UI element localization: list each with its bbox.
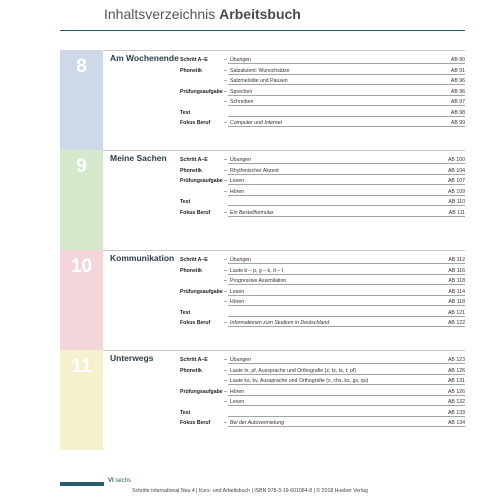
unit-title: Meine Sachen xyxy=(110,153,167,163)
toc-row-page: AB 98 xyxy=(450,109,465,116)
toc-row-item: Informationen zum Studium in Deutschland xyxy=(230,320,330,326)
toc-row-category: Prüfungsaufgabe xyxy=(180,88,223,95)
toc-row-item: Progressive Assimilation xyxy=(230,278,287,284)
footer-page-number xyxy=(108,478,131,484)
toc-row-item: Übungen xyxy=(230,357,252,363)
toc-row-item: Laute ts, pf, Aussprache und Orthografie (z, tz, ts, t; pf) xyxy=(230,367,357,374)
toc-row-page: AB 122 xyxy=(447,320,465,326)
toc-row-dash: – xyxy=(224,67,227,74)
toc-row-page: AB 132 xyxy=(447,399,465,405)
toc-row-page: AB 107 xyxy=(447,178,465,184)
unit-number: 8 xyxy=(76,56,87,77)
toc-row[interactable] xyxy=(180,66,465,76)
toc-row-dash: – xyxy=(224,57,227,63)
toc-row-category: Schritt A–E xyxy=(180,157,208,163)
unit-10 xyxy=(60,250,465,350)
unit-number: 9 xyxy=(76,156,87,177)
toc-row-dash: – xyxy=(224,399,227,405)
toc-row-page: AB 118 xyxy=(448,299,465,305)
toc-row[interactable] xyxy=(180,397,465,407)
toc-row-category: Phonetik xyxy=(180,67,202,74)
toc-row-dash: – xyxy=(224,420,227,426)
toc-row-category: Fokus Beruf xyxy=(180,120,211,126)
unit-9 xyxy=(60,150,465,250)
page-number-word: sechs xyxy=(115,478,132,484)
toc-row-dash: – xyxy=(224,157,227,163)
toc-row-item: Rhythmischer Akzent xyxy=(230,167,279,174)
toc-row-category: Test xyxy=(180,109,191,116)
toc-row[interactable] xyxy=(180,187,465,197)
toc-row-category: Test xyxy=(180,409,191,416)
toc-row[interactable] xyxy=(180,308,465,318)
toc-row[interactable] xyxy=(180,97,465,107)
toc-row[interactable] xyxy=(180,355,465,365)
toc-row[interactable] xyxy=(180,118,465,128)
toc-row-dash: – xyxy=(224,378,227,384)
page-title xyxy=(104,6,301,22)
toc-row-page: AB 96 xyxy=(450,88,465,95)
toc-row-category: Fokus Beruf xyxy=(180,320,211,326)
toc-row-item: Lesen xyxy=(230,288,245,295)
toc-row-dash: – xyxy=(224,178,227,184)
toc-row-item: Übungen xyxy=(230,157,252,163)
toc-row-category: Prüfungsaufgabe xyxy=(180,388,223,395)
unit-11 xyxy=(60,350,465,450)
toc-row[interactable] xyxy=(180,418,465,428)
unit-number: 11 xyxy=(71,356,92,377)
footer-credit: Schritte international Neu 4 | Kurs- und Arbeitsbuch | ISBN 978-3-19-601084-8 | © 2018 Hueber Verlag xyxy=(132,488,368,494)
toc-row[interactable] xyxy=(180,376,465,386)
toc-row-page: AB 90 xyxy=(450,57,465,63)
toc-row-dash: – xyxy=(224,320,227,326)
toc-row[interactable] xyxy=(180,176,465,186)
toc-row-dash: – xyxy=(224,357,227,363)
page-number-roman: VI xyxy=(108,478,114,484)
footer-accent-bar xyxy=(60,482,104,486)
toc-row-page: AB 123 xyxy=(447,357,465,363)
toc-row-item: Satzakzent: Wunschsätze xyxy=(230,67,290,74)
toc-row-item: Ein Bestellformular xyxy=(230,209,274,216)
toc-row-category: Test xyxy=(180,199,191,205)
toc-row-page: AB 100 xyxy=(447,157,465,163)
toc-row-page: AB 121 xyxy=(447,309,465,316)
toc-row-category: Schritt A–E xyxy=(180,57,208,63)
toc-row-dash: – xyxy=(224,267,227,274)
toc-row-dash: – xyxy=(224,167,227,174)
toc-row-item: Schreiben xyxy=(230,99,254,105)
toc-row-item: Hören xyxy=(230,388,245,395)
toc-row[interactable] xyxy=(180,155,465,165)
toc-row-item: Lesen xyxy=(230,399,245,405)
toc-row[interactable] xyxy=(180,55,465,65)
toc-row-dash: – xyxy=(224,188,227,195)
toc-row[interactable] xyxy=(180,287,465,297)
title-divider xyxy=(60,30,465,31)
toc-row[interactable] xyxy=(180,87,465,97)
toc-row-dash: – xyxy=(224,367,227,374)
toc-row-page: AB 116 xyxy=(448,267,465,274)
toc-row-category: Phonetik xyxy=(180,167,202,174)
toc-row-page: AB 97 xyxy=(450,99,465,105)
toc-row-item: Hören xyxy=(230,188,245,195)
unit-title: Unterwegs xyxy=(110,353,154,363)
toc-row-page: AB 112 xyxy=(448,257,465,263)
toc-row-page: AB 118 xyxy=(448,278,465,284)
toc-row-dash: – xyxy=(224,257,227,263)
toc-row-dash: – xyxy=(224,388,227,395)
unit-divider xyxy=(103,250,465,251)
toc-row-category: Fokus Beruf xyxy=(180,420,211,426)
toc-row[interactable] xyxy=(180,255,465,265)
toc-row-dash: – xyxy=(224,88,227,95)
toc-row-category: Prüfungsaufgabe xyxy=(180,288,223,295)
toc-row[interactable] xyxy=(180,266,465,276)
toc-row-category: Test xyxy=(180,309,191,316)
toc-row-page: AB 133 xyxy=(447,409,465,416)
unit-title: Kommunikation xyxy=(110,253,175,263)
toc-row-category: Phonetik xyxy=(180,267,202,274)
toc-row[interactable] xyxy=(180,76,465,86)
toc-row-page: AB 131 xyxy=(447,378,465,384)
unit-divider xyxy=(103,150,465,151)
toc-row-category: Schritt A–E xyxy=(180,257,208,263)
toc-row-dash: – xyxy=(224,278,227,284)
page-title-bold: Arbeitsbuch xyxy=(219,6,301,22)
toc-row-item: Computer und Internet xyxy=(230,120,282,126)
toc-row-category: Fokus Beruf xyxy=(180,209,211,216)
toc-row-page: AB 110 xyxy=(448,199,465,205)
toc-row[interactable] xyxy=(180,166,465,176)
toc-row-page: AB 104 xyxy=(447,167,465,174)
toc-row-item: Bei der Autovermietung xyxy=(230,420,285,426)
toc-row[interactable] xyxy=(180,297,465,307)
toc-row-item: Übungen xyxy=(230,257,252,263)
toc-row-dash: – xyxy=(224,120,227,126)
toc-row-page: AB 109 xyxy=(447,188,465,195)
toc-row-category: Phonetik xyxy=(180,367,202,374)
unit-divider xyxy=(103,50,465,51)
toc-row-page: AB 91 xyxy=(450,67,465,74)
unit-divider xyxy=(103,350,465,351)
toc-row-page: AB 96 xyxy=(450,78,465,84)
toc-row[interactable] xyxy=(180,208,465,218)
toc-row-item: Hören xyxy=(230,299,245,305)
unit-8 xyxy=(60,50,465,150)
toc-row-dash: – xyxy=(224,99,227,105)
toc-row[interactable] xyxy=(180,197,465,207)
unit-number: 10 xyxy=(70,256,93,277)
page-title-light: Inhaltsverzeichnis xyxy=(104,6,216,22)
toc-row-page: AB 99 xyxy=(450,120,465,126)
toc-row-item: Laute ks, kv, Aussprache und Orthografie (x, chs, ks, gs, qu) xyxy=(230,378,369,384)
toc-row-page: AB 126 xyxy=(447,367,465,374)
unit-title: Am Wochenende xyxy=(110,53,179,63)
toc-row-category: Schritt A–E xyxy=(180,357,208,363)
toc-row[interactable] xyxy=(180,408,465,418)
toc-row[interactable] xyxy=(180,366,465,376)
toc-row-dash: – xyxy=(224,288,227,295)
toc-row[interactable] xyxy=(180,318,465,328)
toc-row-item: Laute b – p, g – k, d – t xyxy=(230,267,284,274)
toc-row-category: Prüfungsaufgabe xyxy=(180,178,223,184)
toc-row[interactable] xyxy=(180,108,465,118)
toc-row-page: AB 114 xyxy=(448,288,465,295)
toc-row-page: AB 126 xyxy=(447,388,465,395)
toc-row-page: AB 134 xyxy=(447,420,465,426)
toc-row[interactable] xyxy=(180,387,465,397)
toc-row-dash: – xyxy=(224,78,227,84)
toc-row-item: Lesen xyxy=(230,178,245,184)
toc-row-page: AB 111 xyxy=(448,209,465,216)
toc-row-item: Übungen xyxy=(230,57,252,63)
toc-row-dash: – xyxy=(224,299,227,305)
toc-row-dash: – xyxy=(224,209,227,216)
toc-row-item: Sprechen xyxy=(230,88,253,95)
toc-row[interactable] xyxy=(180,276,465,286)
toc-row-item: Satzmelodie und Pausen xyxy=(230,78,288,84)
